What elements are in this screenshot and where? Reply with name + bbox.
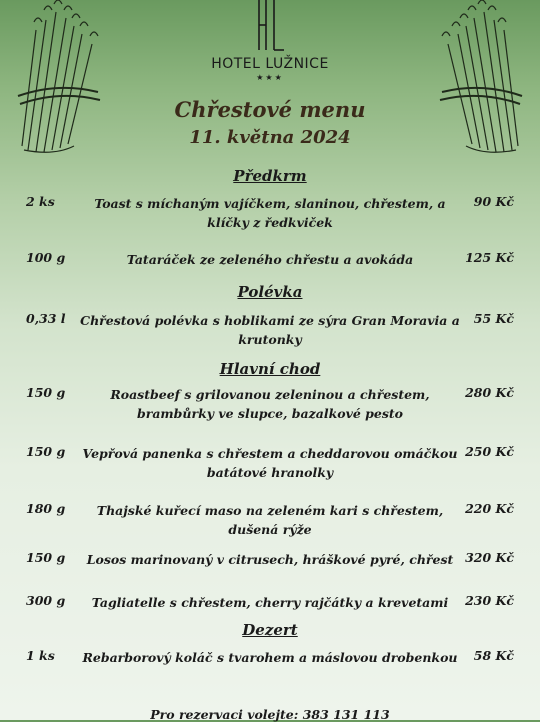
hotel-logo [0,0,540,82]
item-price: 58 Kč [473,648,514,663]
item-price: 220 Kč [465,501,514,516]
item-price: 90 Kč [473,194,514,209]
item-price: 55 Kč [473,311,514,326]
item-quantity: 0,33 l [26,311,66,326]
item-description: Roastbeef s grilovanou zeleninou a chřestem, brambůrky ve slupce, bazalkové pesto [110,387,430,421]
section-heading-dezert: Dezert [242,621,298,639]
item-quantity: 300 g [26,593,66,608]
menu-title: Chřestové menu [174,97,366,122]
item-quantity: 150 g [26,444,66,459]
item-description: Toast s míchaným vajíčkem, slaninou, chřestem, a klíčky z ředkviček [94,196,446,230]
item-quantity: 100 g [26,250,66,265]
section-heading-predkrm: Předkrm [233,167,307,185]
item-price: 280 Kč [465,385,514,400]
item-price: 320 Kč [465,550,514,565]
hotel-name: HOTEL LUŽNICE [211,56,329,72]
item-description: Thajské kuřecí maso na zeleném kari s chřestem, dušená rýže [96,503,444,537]
item-description: Losos marinovaný v citrusech, hráškové pyré, chřest [86,552,454,567]
item-price: 230 Kč [465,593,514,608]
item-description: Tataráček ze zeleného chřestu a avokáda [126,252,414,267]
item-description: Chřestová polévka s hoblikami ze sýra Gran Moravia a krutonky [80,313,460,347]
menu-date: 11. května 2024 [189,127,351,148]
hl-monogram-icon [250,0,290,54]
item-price: 250 Kč [465,444,514,459]
section-heading-polevka: Polévka [237,283,303,301]
item-quantity: 150 g [26,550,66,565]
item-description: Tagliatelle s chřestem, cherry rajčátky a krevetami [91,595,449,610]
item-description: Vepřová panenka s chřestem a cheddarovou omáčkou batátové hranolky [82,446,458,480]
hotel-stars: ★★★ [256,73,284,82]
item-quantity: 150 g [26,385,66,400]
item-quantity: 2 ks [26,194,55,209]
reservation-footer: Pro rezervaci volejte: 383 131 113 [150,707,390,722]
item-quantity: 1 ks [26,648,55,663]
item-price: 125 Kč [465,250,514,265]
item-quantity: 180 g [26,501,66,516]
section-heading-hlavni-chod: Hlavní chod [219,360,321,378]
item-description: Rebarborový koláč s tvarohem a máslovou drobenkou [82,650,458,665]
